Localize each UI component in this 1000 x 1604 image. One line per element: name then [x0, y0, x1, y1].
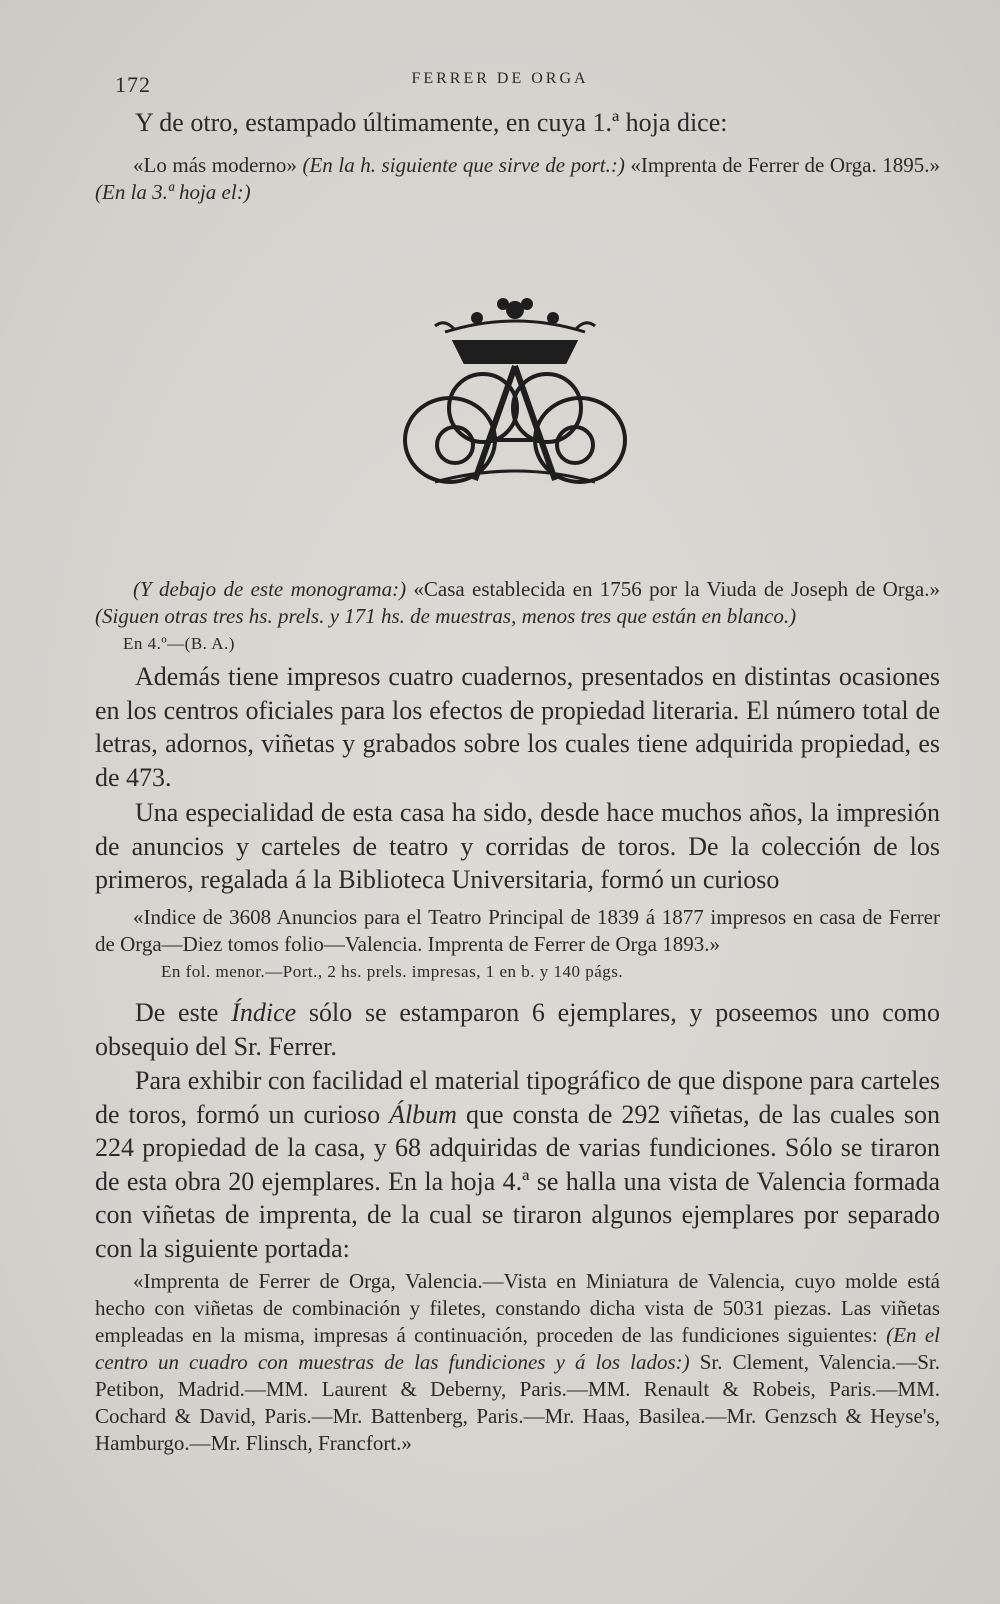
paragraph-cuadernos — [95, 660, 940, 794]
page-number: 172 — [115, 72, 151, 97]
intro-text: Y de otro, estampado últimamente, en cuya 1.ª hoja dice: — [135, 108, 728, 137]
quote-1-b: (En la h. siguiente que sirve de port.:) — [302, 153, 625, 177]
paragraph-especialidad — [95, 796, 940, 897]
quote-4-a: «Imprenta de Ferrer de Orga, Valencia.—Vista en Miniatura de Valencia, cuyo molde está hecho con viñetas de combinación y filetes, constando dicha vista de 5031 piezas. Las viñetas empleadas en la misma, impresas á continuación, proceden de las fundiciones siguientes: — [95, 1269, 940, 1347]
quote-title-page — [95, 152, 940, 206]
quote-4 — [95, 1268, 940, 1457]
quote-1-a: «Lo más moderno» — [133, 153, 297, 177]
album-b: Álbum — [389, 1099, 457, 1129]
quote-vista — [95, 1268, 940, 1457]
quote-2-b: «Casa establecida en 1756 por la Viuda de Joseph de Orga.» — [413, 577, 940, 601]
album-c: que consta de 292 viñetas, de las cuales son 224 propiedad de la casa, y 68 adquiridas de varias fundiciones. Sólo se tiraron de esta obra 20 ejemplares. En la hoja 4.ª se halla una vista de Valencia formada con viñetas de imprenta, de la cual se tiraron algunos ejemplares por separado con la siguiente portada: — [95, 1099, 941, 1263]
quote-3: «Indice de 3608 Anuncios para el Teatro Principal de 1839 á 1877 impresos en casa de Ferrer de Orga—Diez tomos folio—Valencia. Imprenta de Ferrer de Orga 1893.» — [95, 905, 940, 956]
paragraph-indice — [95, 996, 940, 1063]
collation-2: En fol. menor.—Port., 2 hs. prels. impresas, 1 en b. y 140 págs. — [161, 962, 624, 981]
indice-text — [95, 996, 940, 1063]
paragraph-intro — [95, 106, 940, 140]
running-title: FERRER DE ORGA — [411, 70, 589, 87]
album-text — [95, 1064, 940, 1265]
quote-1 — [95, 152, 940, 206]
quote-2-c: (Siguen otras tres hs. prels. y 171 hs. de muestras, menos tres que están en blanco.) — [95, 604, 797, 628]
especialidad-text: Una especialidad de esta casa ha sido, desde hace muchos años, la impresión de anuncios y carteles de teatro y corridas de toros. De la colección de los primeros, regalada á la Biblioteca Universitaria, formó un curioso — [95, 798, 940, 894]
indice-b: Índice — [231, 998, 297, 1027]
quote-indice — [95, 904, 940, 985]
cuadernos-text: Además tiene impresos cuatro cuadernos, presentados en distintas ocasiones en los centros oficiales para los efectos de propiedad literaria. El número total de letras, adornos, viñetas y grabados sobre los cuales tiene adquirida propiedad, es de 473. — [95, 662, 940, 792]
quote-4-c: Sr. Clement, Valencia.—Sr. Petibon, Madrid.—MM. Laurent & Deberny, Paris.—MM. Renault & Robeis, Paris.—MM. Cochard & David, Paris.—Mr. Battenberg, Paris.—Mr. Haas, Basilea.—Mr. Genzsch & Heyse's, Hamburgo.—Mr. Flinsch, Francfort.» — [95, 1350, 940, 1455]
quote-2 — [95, 576, 940, 630]
indice-a: De este — [135, 998, 219, 1027]
paragraph-album — [95, 1064, 940, 1265]
quote-2-a: (Y debajo de este monograma:) — [133, 577, 407, 601]
quote-1-d: (En la 3.ª hoja el:) — [95, 180, 251, 204]
collation-1: En 4.º—(B. A.) — [123, 634, 235, 653]
crowned-monogram-icon — [395, 290, 635, 500]
quote-1-c: «Imprenta de Ferrer de Orga. 1895.» — [630, 153, 940, 177]
quote-4-b: (En el centro un cuadro con muestras de las fundiciones y á los lados:) — [95, 1323, 940, 1374]
album-a: Para exhibir con facilidad el material tipográfico de que dispone para carteles de toros, formó un curioso — [95, 1066, 940, 1129]
indice-c: sólo se estamparon 6 ejemplares, y poseemos uno como obsequio del Sr. Ferrer. — [95, 998, 940, 1061]
quote-monogram-caption — [95, 576, 940, 657]
